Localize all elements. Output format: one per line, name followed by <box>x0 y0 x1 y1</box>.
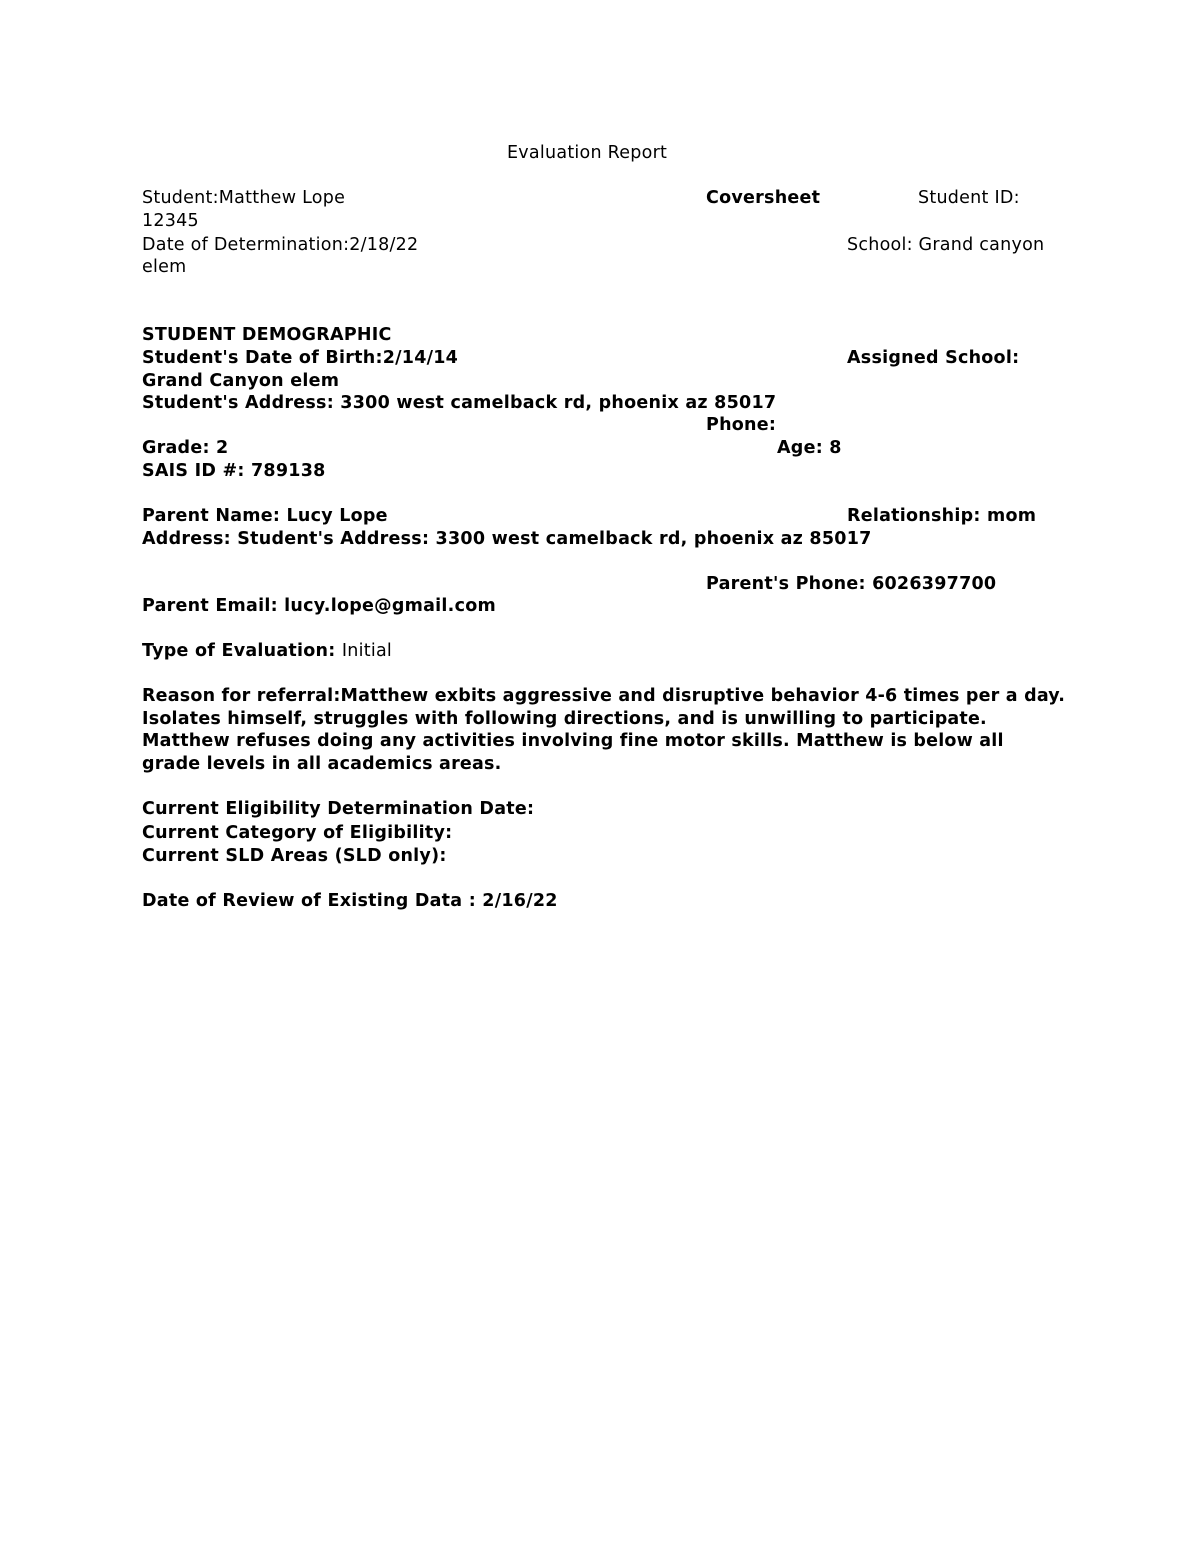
school-name: School: Grand canyon <box>847 235 1045 255</box>
evaluation-type <box>142 640 392 662</box>
demographic-heading: STUDENT DEMOGRAPHIC <box>142 325 392 345</box>
eligibility-determination-date: Current Eligibility Determination Date: <box>142 799 535 819</box>
student-name: Student:Matthew Lope <box>142 188 346 208</box>
coversheet-label: Coversheet <box>706 188 821 208</box>
student-phone: Phone: <box>706 415 777 435</box>
student-address: Student's Address: 3300 west camelback rd, phoenix az 85017 <box>142 393 777 413</box>
assigned-school-label: Assigned School: <box>847 348 1020 368</box>
student-id-value: 12345 <box>142 211 199 231</box>
student-id-label: Student ID: <box>918 188 1020 208</box>
review-date: Date of Review of Existing Data : 2/16/22 <box>142 891 558 911</box>
parent-email: Parent Email: lucy.lope@gmail.com <box>142 596 496 616</box>
assigned-school-value: Grand Canyon elem <box>142 371 340 391</box>
student-age: Age: 8 <box>777 438 842 458</box>
parent-name: Parent Name: Lucy Lope <box>142 506 388 526</box>
parent-relationship: Relationship: mom <box>847 506 1037 526</box>
parent-address: Address: Student's Address: 3300 west camelback rd, phoenix az 85017 <box>142 529 872 549</box>
eligibility-category: Current Category of Eligibility: <box>142 823 453 843</box>
evaluation-type-value: Initial <box>341 641 393 661</box>
student-dob: Student's Date of Birth:2/14/14 <box>142 348 459 368</box>
sld-areas: Current SLD Areas (SLD only): <box>142 846 447 866</box>
school-name-continued: elem <box>142 257 187 277</box>
evaluation-type-label: Type of Evaluation: <box>142 641 336 661</box>
parent-phone: Parent's Phone: 6026397700 <box>706 574 997 594</box>
sais-id: SAIS ID #: 789138 <box>142 461 326 481</box>
date-of-determination: Date of Determination:2/18/22 <box>142 235 419 255</box>
report-title: Evaluation Report <box>507 143 668 163</box>
referral-reason: Reason for referral:Matthew exbits aggressive and disruptive behavior 4-6 times per a day. Isolates himself, struggles with following directions, and is unwilling to participate. Matthew refuses doing any activities involving fine motor skills. Matthew is below all grade levels in all academics areas. <box>142 686 1066 774</box>
student-grade: Grade: 2 <box>142 438 229 458</box>
